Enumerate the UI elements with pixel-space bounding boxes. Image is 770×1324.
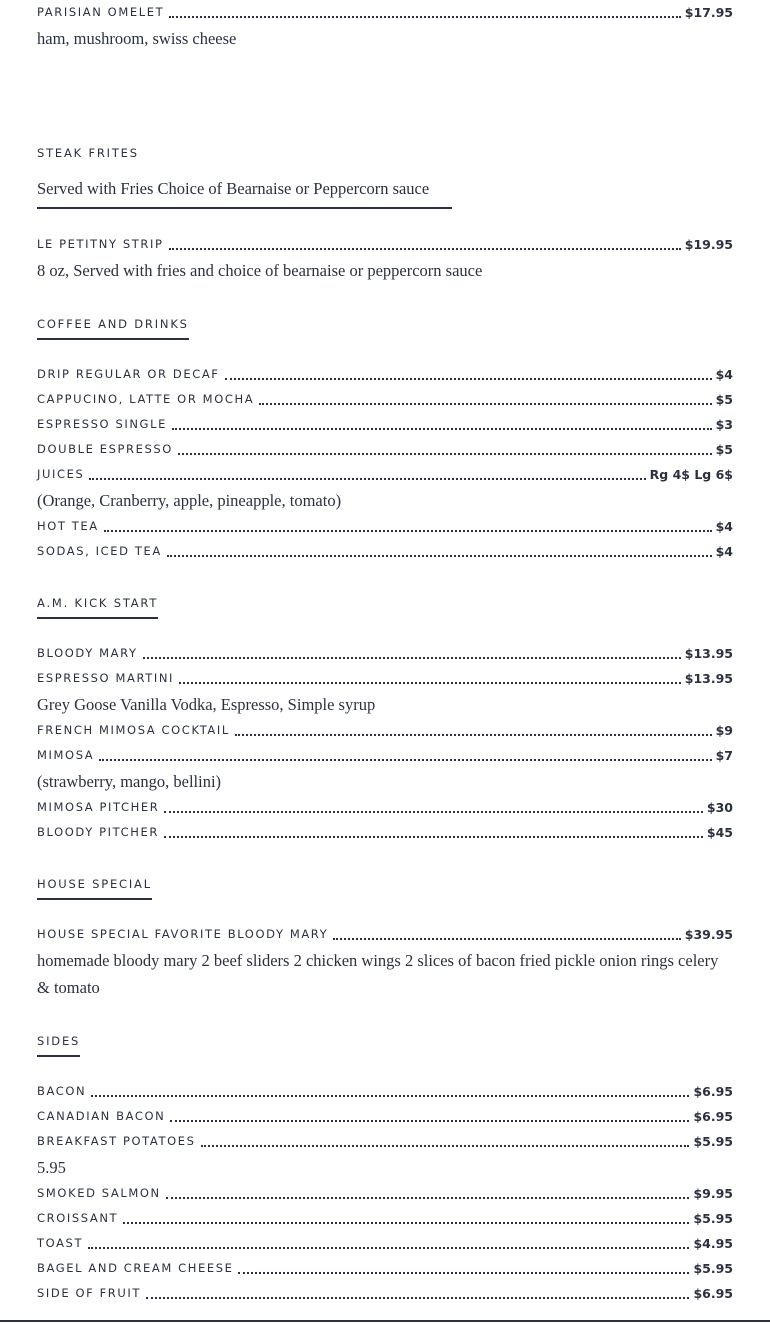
item-name: ESPRESSO SINGLE xyxy=(37,417,167,431)
section-sides xyxy=(37,1032,80,1057)
item-price: $17.95 xyxy=(684,5,733,20)
menu-item xyxy=(37,922,733,1001)
item-price: $4 xyxy=(715,544,733,559)
section-divider xyxy=(37,207,452,209)
dot-leader xyxy=(201,1145,690,1147)
menu-item-row xyxy=(37,1079,733,1104)
item-name: DRIP REGULAR OR DECAF xyxy=(37,367,220,381)
item-name: ESPRESSO MARTINI xyxy=(37,671,175,685)
menu-item-row xyxy=(37,514,733,539)
item-name: CANADIAN BACON xyxy=(37,1109,166,1123)
menu-item-row xyxy=(37,1256,733,1281)
dot-leader xyxy=(179,682,681,684)
dot-leader xyxy=(99,759,711,761)
dot-leader xyxy=(169,16,681,18)
menu-item-row xyxy=(37,387,733,412)
dot-leader xyxy=(172,428,712,430)
dot-leader xyxy=(91,1095,689,1097)
dot-leader xyxy=(167,555,712,557)
dot-leader xyxy=(104,530,712,532)
menu-item xyxy=(37,0,733,52)
menu-item-row xyxy=(37,1104,733,1129)
dot-leader xyxy=(88,1247,689,1249)
item-price: $5.95 xyxy=(693,1211,733,1226)
section-kick-start xyxy=(37,594,158,619)
page-bottom-rule xyxy=(0,1320,770,1322)
item-price: $39.95 xyxy=(684,927,733,942)
item-name: TOAST xyxy=(37,1236,84,1250)
dot-leader xyxy=(238,1272,689,1274)
item-name: SIDE OF FRUIT xyxy=(37,1286,142,1300)
item-price: $5.95 xyxy=(693,1261,733,1276)
item-description: 8 oz, Served with fries and choice of bearnaise or peppercorn sauce xyxy=(37,261,483,280)
item-name: FRENCH MIMOSA COCKTAIL xyxy=(37,723,230,737)
sides-items xyxy=(37,1079,733,1306)
menu-item-row xyxy=(37,1231,733,1256)
item-name: JUICES xyxy=(37,467,85,481)
menu-item-row xyxy=(37,232,733,257)
item-name: PARISIAN OMELET xyxy=(37,5,165,19)
menu-item-row xyxy=(37,1129,733,1154)
item-name: BLOODY PITCHER xyxy=(37,825,159,839)
item-price: $45 xyxy=(706,825,733,840)
item-price: $13.95 xyxy=(684,646,733,661)
menu-item-row xyxy=(37,922,733,947)
menu-item-row xyxy=(37,462,733,487)
item-description: (Orange, Cranberry, apple, pineapple, tomato) xyxy=(37,491,342,510)
section-steak-frites xyxy=(37,144,139,167)
item-name: BAGEL AND CREAM CHEESE xyxy=(37,1261,234,1275)
item-description: Grey Goose Vanilla Vodka, Espresso, Simple syrup xyxy=(37,695,376,714)
menu-item-row xyxy=(37,1206,733,1231)
dot-leader xyxy=(178,453,712,455)
menu-item-row xyxy=(37,1181,733,1206)
item-description: 5.95 xyxy=(37,1158,66,1177)
item-description: (strawberry, mango, bellini) xyxy=(37,772,222,791)
dot-leader xyxy=(235,734,712,736)
menu-item-row xyxy=(37,1281,733,1306)
item-name: HOT TEA xyxy=(37,519,99,533)
dot-leader xyxy=(89,478,645,480)
menu-item-row xyxy=(37,795,733,820)
item-price: $19.95 xyxy=(684,237,733,252)
item-price: Rg 4$ Lg 6$ xyxy=(649,467,733,482)
item-price: $6.95 xyxy=(693,1084,733,1099)
dot-leader xyxy=(146,1297,689,1299)
item-name: SMOKED SALMON xyxy=(37,1186,161,1200)
menu-item-row xyxy=(37,412,733,437)
item-name: BACON xyxy=(37,1084,87,1098)
dot-leader xyxy=(333,938,680,940)
item-price: $4 xyxy=(715,367,733,382)
section-title: STEAK FRITES xyxy=(37,146,139,160)
item-name: CAPPUCINO, LATTE OR MOCHA xyxy=(37,392,255,406)
item-name: BREAKFAST POTATOES xyxy=(37,1134,196,1148)
menu-item-row xyxy=(37,437,733,462)
kick-items xyxy=(37,641,733,845)
item-price: $4.95 xyxy=(693,1236,733,1251)
menu-item-row xyxy=(37,743,733,768)
item-price: $4 xyxy=(715,519,733,534)
item-price: $5.95 xyxy=(693,1134,733,1149)
dot-leader xyxy=(169,248,681,250)
dot-leader xyxy=(143,657,681,659)
dot-leader xyxy=(170,1120,689,1122)
item-price: $9 xyxy=(715,723,733,738)
item-price: $13.95 xyxy=(684,671,733,686)
item-price: $6.95 xyxy=(693,1109,733,1124)
menu-item-row xyxy=(37,718,733,743)
item-price: $5 xyxy=(715,442,733,457)
dot-leader xyxy=(164,811,703,813)
section-house-special xyxy=(37,875,152,900)
section-title: A.M. KICK START xyxy=(37,596,158,619)
menu-item xyxy=(37,232,733,284)
dot-leader xyxy=(166,1197,690,1199)
menu-item-row xyxy=(37,362,733,387)
item-name: DOUBLE ESPRESSO xyxy=(37,442,173,456)
section-coffee xyxy=(37,315,189,340)
item-name: LE PETITNY STRIP xyxy=(37,237,164,251)
dot-leader xyxy=(259,403,711,405)
item-name: MIMOSA PITCHER xyxy=(37,800,160,814)
item-description: homemade bloody mary 2 beef sliders 2 chicken wings 2 slices of bacon fried pickle onion rings celery & tomato xyxy=(37,951,719,997)
item-price: $9.95 xyxy=(693,1186,733,1201)
menu-item-row xyxy=(37,820,733,845)
item-price: $6.95 xyxy=(693,1286,733,1301)
dot-leader xyxy=(164,836,703,838)
item-price: $30 xyxy=(706,800,733,815)
menu-item-row xyxy=(37,666,733,691)
dot-leader xyxy=(225,378,712,380)
item-price: $3 xyxy=(715,417,733,432)
item-price: $7 xyxy=(715,748,733,763)
item-description: ham, mushroom, swiss cheese xyxy=(37,29,237,48)
section-note: Served with Fries Choice of Bearnaise or Peppercorn sauce xyxy=(37,179,430,198)
dot-leader xyxy=(123,1222,689,1224)
item-name: MIMOSA xyxy=(37,748,95,762)
item-name: HOUSE SPECIAL FAVORITE BLOODY MARY xyxy=(37,927,329,941)
section-title: HOUSE SPECIAL xyxy=(37,877,152,900)
section-title: COFFEE AND DRINKS xyxy=(37,317,189,340)
menu-item-row xyxy=(37,641,733,666)
menu-item-row xyxy=(37,539,733,564)
item-price: $5 xyxy=(715,392,733,407)
item-name: BLOODY MARY xyxy=(37,646,138,660)
menu-item-row xyxy=(37,0,733,25)
section-title: SIDES xyxy=(37,1034,80,1057)
item-name: CROISSANT xyxy=(37,1211,119,1225)
item-name: SODAS, ICED TEA xyxy=(37,544,162,558)
coffee-items xyxy=(37,362,733,564)
